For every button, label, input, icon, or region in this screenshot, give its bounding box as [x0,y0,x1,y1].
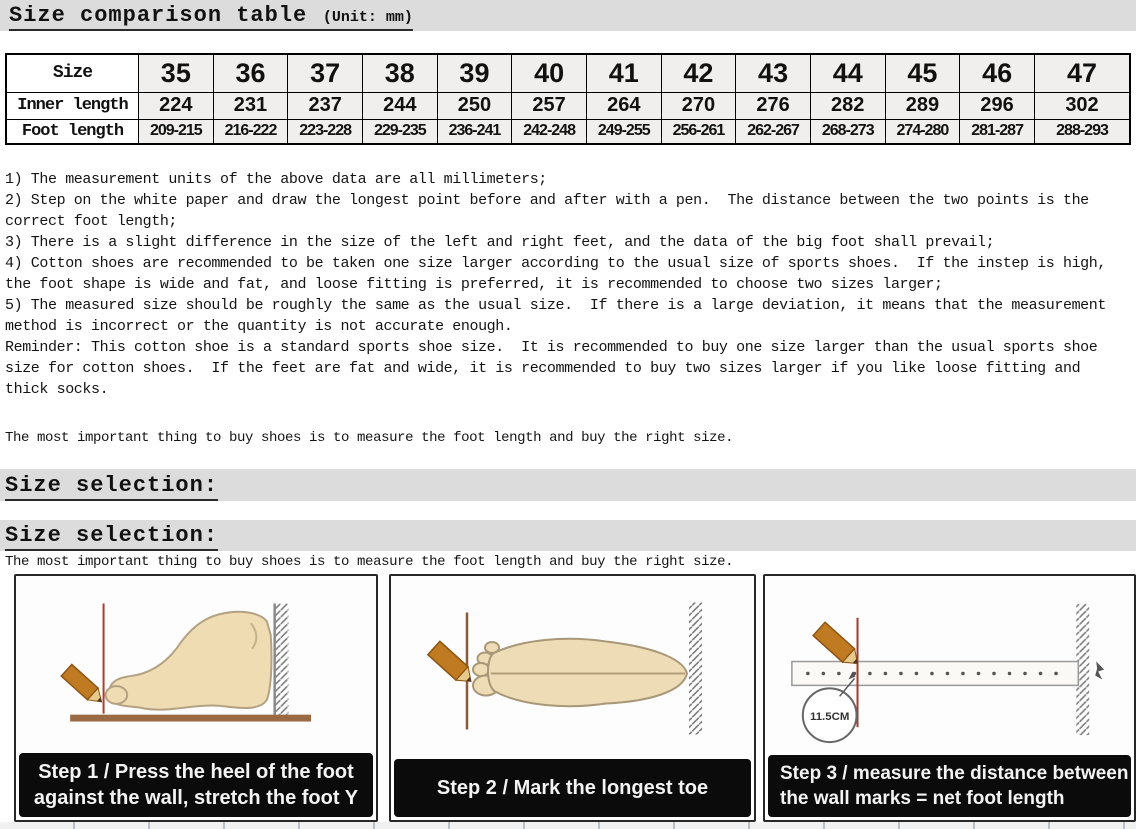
inner-length-cell: 302 [1035,92,1131,119]
unit-note: (Unit: mm) [322,9,413,26]
step3-caption-line1: Step 3 / measure the distance between [780,763,1129,784]
step1-caption-line2: against the wall, stretch the foot Y [33,787,359,809]
size-cell: 47 [1035,54,1131,92]
foot-length-cell: 209-215 [139,119,214,144]
step1-illustration [16,576,376,753]
size-comparison-table [5,53,1131,145]
section-heading-bar-2 [0,520,1136,551]
table-row-sizes [6,54,1130,92]
foot-length-cell: 274-280 [885,119,960,144]
title-group [9,3,413,31]
note-item: 4) Cotton shoes are recommended to be taken one size larger according to the usual size of sports shoes. If the instep is high, the foot shape is wide and fat, and loose fitting is preferred, it is recommended to choose two sizes larger; [5,255,1115,293]
step3-caption-line2: the wall marks = net foot length [780,788,1065,809]
step2-caption-line1: Step 2 / Mark the longest toe [436,777,709,799]
table-row-foot-length [6,119,1130,144]
step1-caption-line1: Step 1 / Press the heel of the foot [38,761,354,783]
note-item: Reminder: This cotton shoe is a standard sports shoe size. It is recommended to buy one size larger than the usual sports shoe size for cotton shoes. If the feet are fat and wide, it is recommended to buy two sizes larger if you like loose fitting and thick socks. [5,339,1106,398]
section-heading-bar-1 [0,469,1136,501]
step2-panel [389,574,756,822]
step1-caption [19,753,373,817]
foot-length-cell: 288-293 [1035,119,1131,144]
ruler-measure-icon [765,576,1134,755]
foot-length-cell: 281-287 [960,119,1035,144]
step1-panel [14,574,378,822]
inner-length-cell: 257 [512,92,587,119]
inner-length-cell: 296 [960,92,1035,119]
wall-hatch-icon [275,604,289,717]
bottom-edge-strip [0,822,1136,829]
inner-length-cell: 282 [810,92,885,119]
foot-side-icon [106,612,272,710]
size-cell: 37 [288,54,363,92]
measure-tip-text: The most important thing to buy shoes is to measure the foot length and buy the right size. [5,430,734,446]
size-cell: 46 [960,54,1035,92]
size-cell: 35 [139,54,214,92]
note-item: 2) Step on the white paper and draw the longest point before and after with a pen. The distance between the two points is the correct foot length; [5,192,1098,230]
row-label-size: Size [6,54,139,92]
wall-hatch-icon [689,603,702,735]
step3-caption [768,755,1131,817]
foot-length-cell: 223-228 [288,119,363,144]
foot-length-cell: 229-235 [362,119,437,144]
foot-top-icon [473,639,687,706]
size-cell: 45 [885,54,960,92]
size-cell: 39 [437,54,512,92]
foot-length-cell: 262-267 [736,119,811,144]
pencil-icon [61,664,107,707]
clamp-icon [1095,662,1104,680]
inner-length-cell: 250 [437,92,512,119]
inner-length-cell: 224 [139,92,214,119]
ruler-icon [792,662,1078,686]
step2-caption [394,759,751,817]
inner-length-cell: 231 [213,92,288,119]
size-cell: 44 [810,54,885,92]
note-item: 3) There is a slight difference in the size of the left and right feet, and the data of the big foot shall prevail; [5,234,995,251]
pencil-icon [428,641,477,688]
foot-length-cell: 216-222 [213,119,288,144]
section-heading-size-selection-2: Size selection: [5,523,218,551]
foot-length-cell: 242-248 [512,119,587,144]
note-item: 5) The measured size should be roughly the same as the usual size. If there is a large deviation, it means that the measurement method is incorrect or the quantity is not accurate enough. [5,297,1115,335]
size-cell: 38 [362,54,437,92]
step3-panel [763,574,1136,822]
foot-length-cell: 268-273 [810,119,885,144]
size-cell: 43 [736,54,811,92]
inner-length-cell: 276 [736,92,811,119]
table-row-inner-length [6,92,1130,119]
foot-length-cell: 236-241 [437,119,512,144]
foot-top-view-icon [391,576,754,759]
inner-length-cell: 264 [586,92,661,119]
notes-list [5,169,1131,400]
size-cell: 41 [586,54,661,92]
size-cell: 42 [661,54,736,92]
inner-length-cell: 270 [661,92,736,119]
title-bar [0,0,1136,31]
size-cell: 40 [512,54,587,92]
step3-illustration [765,576,1134,755]
inner-length-cell: 237 [288,92,363,119]
inner-length-cell: 289 [885,92,960,119]
row-label-foot-length: Foot length [6,119,139,144]
inner-length-cell: 244 [362,92,437,119]
foot-length-cell: 256-261 [661,119,736,144]
section-heading-size-selection-1: Size selection: [5,473,218,501]
floor-icon [70,715,311,722]
size-cell: 36 [213,54,288,92]
foot-length-cell: 249-255 [586,119,661,144]
foot-side-view-icon [16,576,376,753]
measure-tip-text-repeat: The most important thing to buy shoes is to measure the foot length and buy the right size. [5,554,734,570]
row-label-inner-length: Inner length [6,92,139,119]
measurement-steps [0,574,1136,822]
page-title: Size comparison table [9,3,308,28]
step2-illustration [391,576,754,759]
note-item: 1) The measurement units of the above data are all millimeters; [5,171,547,188]
measure-annotation-label: 11.5CM [809,711,850,724]
